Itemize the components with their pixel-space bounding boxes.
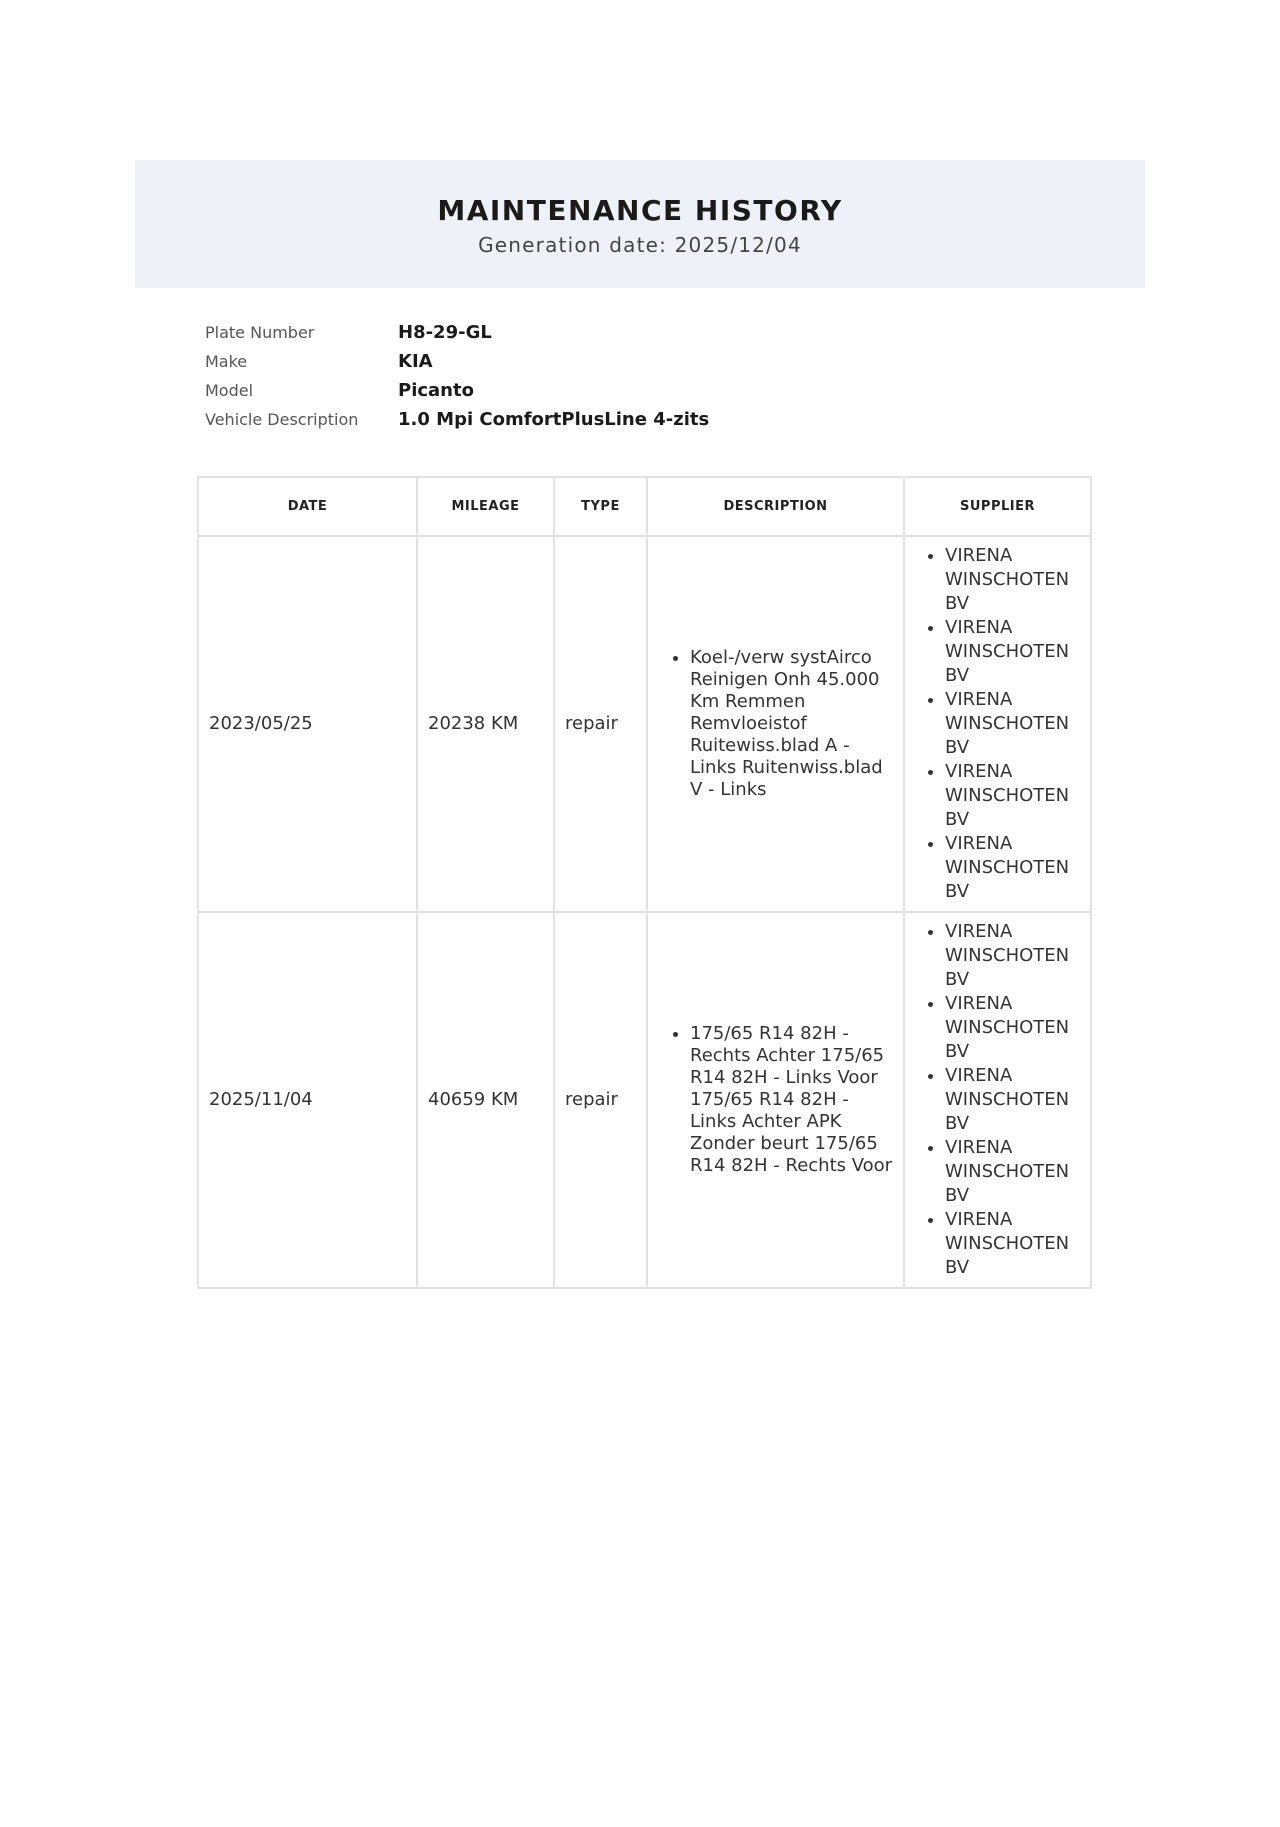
supplier-item: • VIRENA WINSCHOTEN BV [945,832,1084,904]
supplier-list [913,544,1084,904]
description-cell [647,912,904,1288]
make-value: KIA [398,351,433,372]
type-cell: repair [554,912,647,1288]
model-row [205,376,709,405]
model-label: Model [205,381,254,400]
make-row [205,347,709,376]
generation-date [135,233,1145,257]
supplier-item: • VIRENA WINSCHOTEN BV [945,1136,1084,1208]
date-cell: 2025/11/04 [198,912,417,1288]
column-header-date: DATE [198,477,417,536]
supplier-item: • VIRENA WINSCHOTEN BV [945,616,1084,688]
supplier-item: • VIRENA WINSCHOTEN BV [945,992,1084,1064]
vehicle-description-value: 1.0 Mpi ComfortPlusLine 4-zits [398,409,710,430]
plate-label: Plate Number [205,323,315,342]
generation-date-value: 2025/12/04 [674,233,802,257]
type-cell: repair [554,536,647,912]
date-cell: 2023/05/25 [198,536,417,912]
model-value: Picanto [398,380,474,401]
generation-date-label: Generation date: [478,233,668,257]
description-cell [647,536,904,912]
description-row [205,405,709,434]
table-row [198,912,1091,1288]
supplier-cell [904,912,1091,1288]
supplier-item: • VIRENA WINSCHOTEN BV [945,688,1084,760]
make-label: Make [205,352,248,371]
supplier-item: • VIRENA WINSCHOTEN BV [945,1208,1084,1280]
mileage-cell: 40659 KM [417,912,554,1288]
column-header-supplier: SUPPLIER [904,477,1091,536]
column-header-description: DESCRIPTION [647,477,904,536]
supplier-item: • VIRENA WINSCHOTEN BV [945,760,1084,832]
supplier-item: • VIRENA WINSCHOTEN BV [945,1064,1084,1136]
description-list [658,1023,893,1177]
description-list [658,647,893,801]
vehicle-info [205,318,709,434]
column-header-type: TYPE [554,477,647,536]
table-header-row [198,477,1091,536]
document-title: MAINTENANCE HISTORY [437,194,843,227]
document-header [135,160,1145,288]
column-header-mileage: MILEAGE [417,477,554,536]
maintenance-table [197,476,1092,1289]
supplier-list [913,920,1084,1280]
description-item: • Koel-/verw systAirco Reinigen Onh 45.000 Km Remmen Remvloeistof Ruitewiss.blad A - Links Ruitenwiss.blad V - Links [690,647,893,801]
table-row [198,536,1091,912]
mileage-cell: 20238 KM [417,536,554,912]
supplier-cell [904,536,1091,912]
description-item: • 175/65 R14 82H - Rechts Achter 175/65 R14 82H - Links Voor 175/65 R14 82H - Links Achter APK Zonder beurt 175/65 R14 82H - Rechts Voor [690,1023,893,1177]
vehicle-description-label: Vehicle Description [205,410,359,429]
supplier-item: • VIRENA WINSCHOTEN BV [945,920,1084,992]
plate-value: H8-29-GL [398,322,492,343]
supplier-item: • VIRENA WINSCHOTEN BV [945,544,1084,616]
plate-row [205,318,709,347]
